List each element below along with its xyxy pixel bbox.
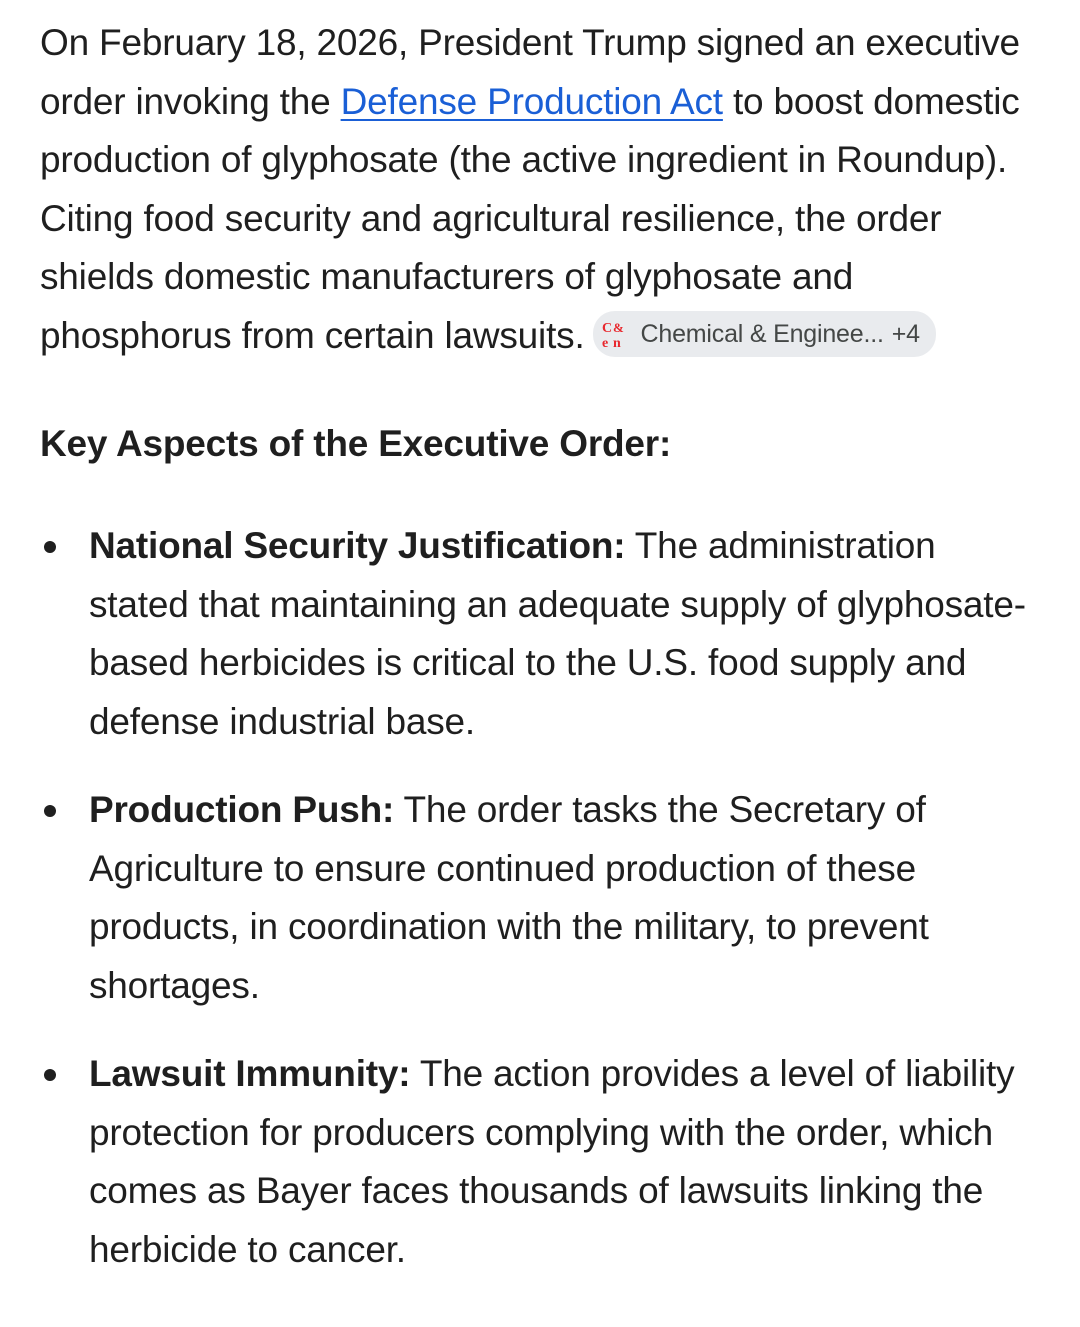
aspect-body: The action provides a level of liability protection for producers complying with the order, which comes as Bayer faces thousands of lawsuits linking the herbicide to cancer.	[89, 1053, 1015, 1270]
list-item	[40, 781, 1040, 1015]
aspect-body: The administration stated that maintaining an adequate supply of glyphosate-based herbicides is critical to the U.S. food supply and defense industrial base.	[89, 525, 1026, 742]
list-item	[40, 517, 1040, 751]
bullet-icon	[44, 1069, 56, 1081]
bullet-icon	[44, 805, 56, 817]
svg-text:e: e	[601, 335, 608, 350]
aspects-list	[40, 517, 1040, 1279]
source-chip-label: Chemical & Enginee...	[640, 319, 884, 348]
list-item	[40, 1045, 1040, 1279]
source-chip-more-count: +4	[891, 319, 920, 348]
aspect-body: The order tasks the Secretary of Agriculture to ensure continued production of these products, in coordination with the military, to prevent shortages.	[89, 789, 929, 1006]
intro-text-before-link: On February 18, 2026, President Trump signed an executive order invoking the	[40, 22, 1020, 122]
svg-text:&: &	[612, 319, 624, 335]
aspect-title: Production Push:	[89, 789, 395, 830]
aspect-title: Lawsuit Immunity:	[89, 1053, 411, 1094]
cen-logo-icon	[601, 318, 633, 350]
bullet-icon	[44, 541, 56, 553]
section-heading: Key Aspects of the Executive Order:	[40, 423, 672, 464]
svg-text:n: n	[612, 335, 621, 350]
answer-content	[40, 14, 1040, 1309]
intro-text-after-link: to boost domestic production of glyphosate (the active ingredient in Roundup). Citing food security and agricultural resilience, the order shields domestic manufacturers of glyphosate and phosphorus from certain lawsuits.	[40, 80, 1020, 356]
source-chip[interactable]	[593, 311, 936, 357]
defense-production-act-link[interactable]: Defense Production Act	[340, 80, 723, 122]
svg-text:C: C	[601, 320, 612, 336]
intro-paragraph	[40, 14, 1040, 365]
aspect-title: National Security Justification:	[89, 525, 626, 566]
